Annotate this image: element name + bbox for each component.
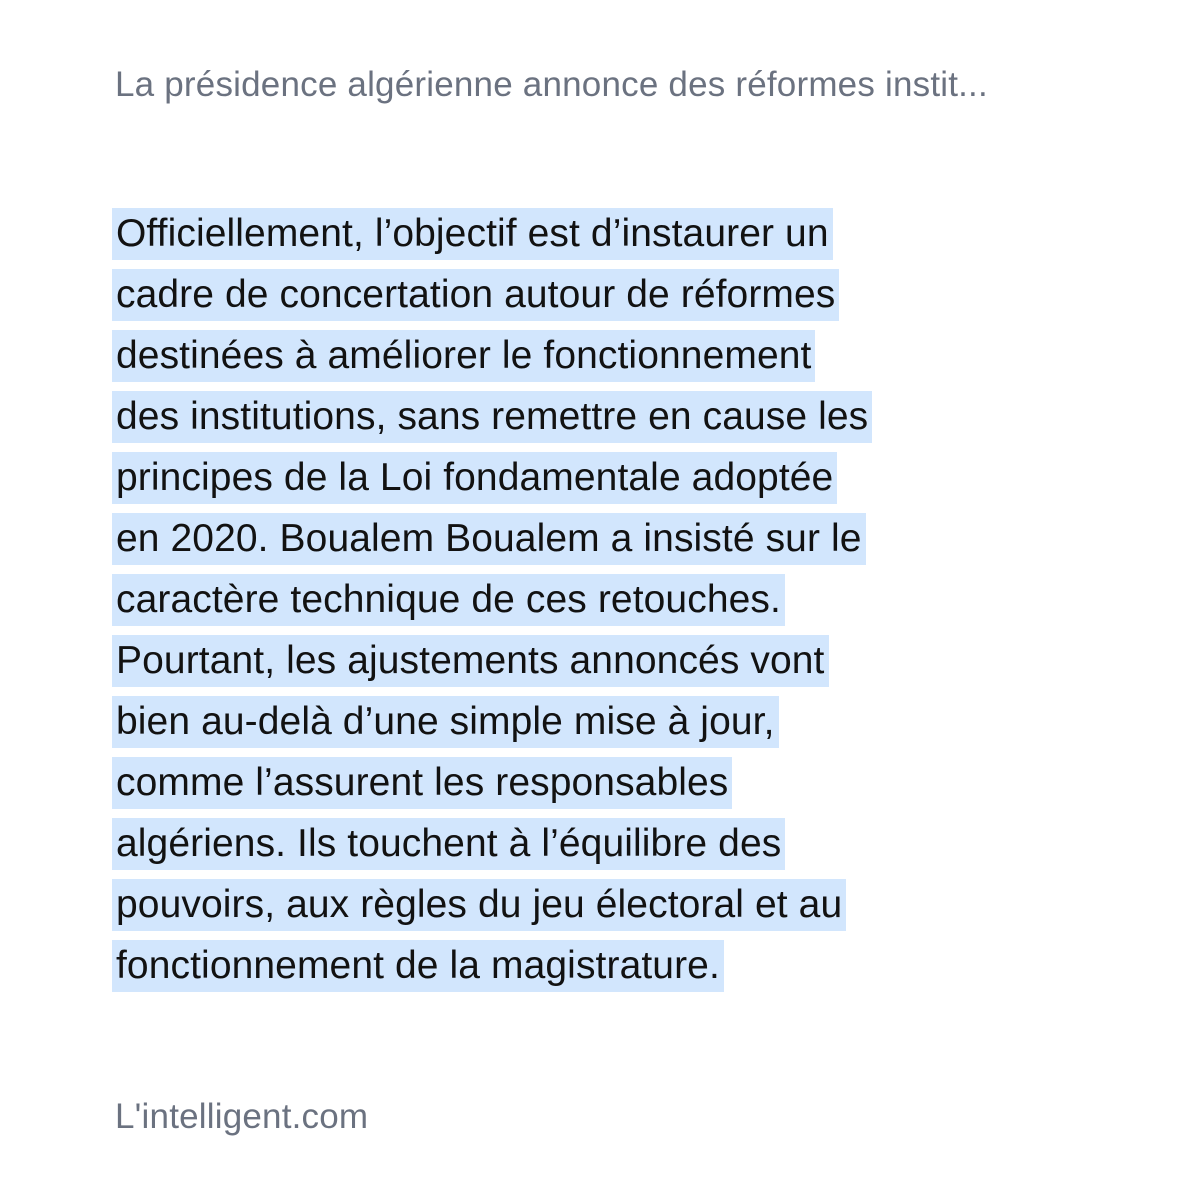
quote-line-text: comme l’assurent les responsables — [112, 757, 732, 809]
quote-line-text: fonctionnement de la magistrature. — [112, 940, 724, 992]
quote-line — [112, 635, 1072, 696]
quote-line — [112, 208, 1072, 269]
quote-line-text: cadre de concertation autour de réformes — [112, 269, 839, 321]
quote-line — [112, 818, 1072, 879]
quote-line — [112, 879, 1072, 940]
quote-line-text: Officiellement, l’objectif est d’instaurer un — [112, 208, 833, 260]
quote-line — [112, 940, 1072, 1001]
quote-line-text: caractère technique de ces retouches. — [112, 574, 785, 626]
article-title: La présidence algérienne annonce des réformes instit... — [115, 65, 988, 104]
quote-line — [112, 269, 1072, 330]
highlighted-quote — [112, 208, 1072, 1001]
quote-line-text: Pourtant, les ajustements annoncés vont — [112, 635, 829, 687]
quote-line-text: des institutions, sans remettre en cause les — [112, 391, 872, 443]
quote-line — [112, 391, 1072, 452]
quote-line — [112, 757, 1072, 818]
quote-line — [112, 452, 1072, 513]
quote-line — [112, 574, 1072, 635]
quote-line-text: destinées à améliorer le fonctionnement — [112, 330, 815, 382]
quote-line-text: pouvoirs, aux règles du jeu électoral et au — [112, 879, 846, 931]
quote-line-text: principes de la Loi fondamentale adoptée — [112, 452, 837, 504]
quote-line-text: algériens. Ils touchent à l’équilibre des — [112, 818, 785, 870]
source-label: L'intelligent.com — [115, 1097, 369, 1136]
quote-line-text: en 2020. Boualem Boualem a insisté sur le — [112, 513, 866, 565]
quote-line-text: bien au-delà d’une simple mise à jour, — [112, 696, 779, 748]
quote-line — [112, 513, 1072, 574]
quote-line — [112, 696, 1072, 757]
quote-line — [112, 330, 1072, 391]
